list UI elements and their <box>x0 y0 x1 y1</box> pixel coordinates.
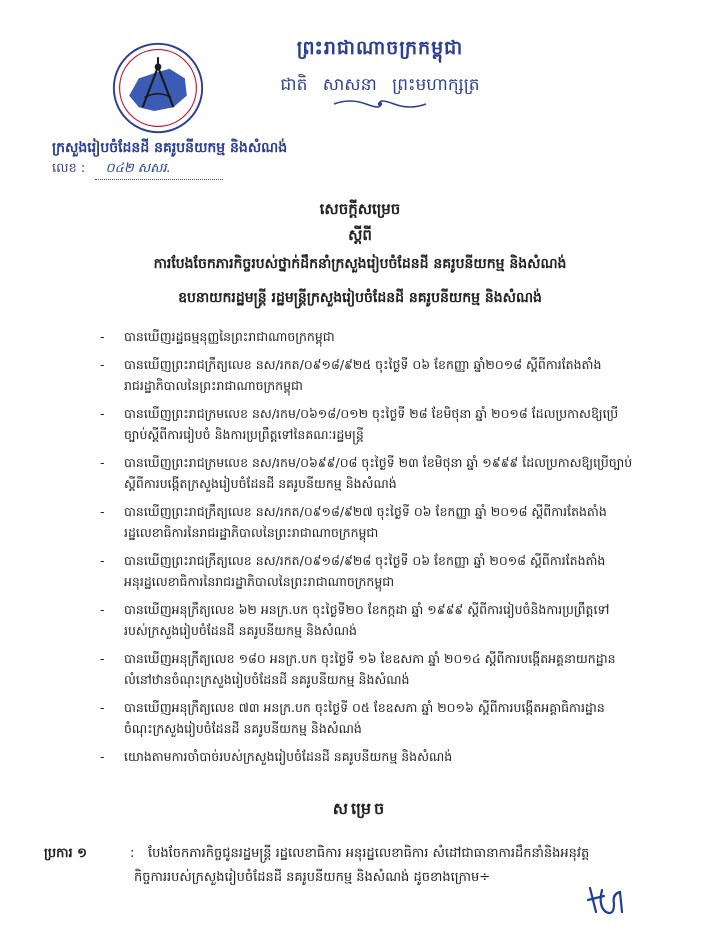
list-item: - យោងតាមការចាំបាច់របស់ក្រសួងរៀបចំដែនដី នគរូបនីយកម្ម និងសំណង់ <box>100 749 453 764</box>
list-item: - បានឃើញរដ្ឋធម្មនុញ្ញនៃព្រះរាជាណាចក្រកម្ពុជា <box>100 329 335 344</box>
list-item: - បានឃើញព្រះរាជក្រឹត្យលេខ នស/រកត/០៩១៨/៩២៥ ចុះថ្ងៃទី ០៦ ខែកញ្ញា ឆ្នាំ២០១៨ ស្តីពីការតែងតាំង រាជរដ្ឋាភិបាលនៃព្រះរាជាណាចក្រកម្ពុជា <box>100 357 602 393</box>
kingdom-title: ព្រះរាជាណាចក្រកម្ពុជា <box>296 37 464 59</box>
subject-title: ការបែងចែកភារកិច្ចរបស់ថ្នាក់ដឹកនាំក្រសួងរៀបចំដែនដី នគរូបនីយកម្ម និងសំណង់ <box>153 256 567 272</box>
article-colon: : <box>130 846 135 861</box>
ministry-logo-icon <box>110 40 206 136</box>
kingdom-header <box>230 36 530 99</box>
decision-title: សេចក្តីសម្រេច <box>319 200 401 218</box>
reference-value: ០៤២ សសរ. <box>95 160 223 180</box>
preamble-clauses <box>96 326 696 774</box>
national-motto: ជាតិ សាសនា ព្រះមហាក្សត្រ <box>280 75 480 95</box>
list-item: - បានឃើញអនុក្រឹត្យលេខ ៦២ អនក្រ.បក ចុះថ្ងៃទី២០ ខែកក្កដា ឆ្នាំ ១៩៩៩ ស្តីពីការរៀបចំនិងការប្រព្រឹត្តទៅ របស់ក្រសួងរៀបចំដែនដី នគរូបនីយកម្ម និងសំណង់ <box>100 602 610 638</box>
signature-initials-icon <box>584 882 630 922</box>
authority-title: ឧបនាយករដ្ឋមន្ត្រី រដ្ឋមន្ត្រីក្រសួងរៀបចំដែនដី នគរូបនីយកម្ម និងសំណង់ <box>178 290 542 306</box>
about-title: ស្តីពី <box>348 226 372 244</box>
ornament-divider-icon <box>330 98 430 110</box>
article-label: ប្រការ ១ <box>44 846 87 861</box>
list-item: - បានឃើញអនុក្រឹត្យលេខ ៧៣ អនក្រ.បក ចុះថ្ងៃទី ០៥ ខែឧសភា ឆ្នាំ ២០១៦ ស្តីពីការបង្កើតអគ្គាធិការដ្ឋាន ចំណុះក្រសួងរៀបចំដែនដី នគរូបនីយកម្ម និងសំណង់ <box>100 700 605 736</box>
list-item: - បានឃើញអនុក្រឹត្យលេខ ១៨០ អនក្រ.បក ចុះថ្ងៃទី ១៦ ខែឧសភា ឆ្នាំ ២០១៤ ស្តីពីការបង្កើតអគ្គនាយកដ្ឋាន លំនៅឋានចំណុះក្រសួងរៀបចំដែនដី នគរូបនីយកម្ម និងសំណង់ <box>100 651 616 687</box>
list-item: - បានឃើញព្រះរាជក្រមលេខ នស/រកម/០៦១៨/០១២ ចុះថ្ងៃទី ២៨ ខែមិថុនា ឆ្នាំ ២០១៨ ដែលប្រកាសឱ្យប្រើ ច្បាប់ស្តីពីការរៀបចំ និងការប្រព្រឹត្តទៅនៃគណៈរដ្ឋមន្ត្រី <box>100 406 619 442</box>
reference-number <box>52 160 223 180</box>
article-line-2: កិច្ចការរបស់ក្រសួងរៀបចំដែនដី នគរូបនីយកម្ម និងសំណង់ ដូចខាងក្រោម÷ <box>134 870 491 885</box>
decision-heading: សម្រេច <box>332 799 388 818</box>
list-item: - បានឃើញព្រះរាជក្រឹត្យលេខ នស/រកត/០៩១៨/៩២៨ ចុះថ្ងៃទី ០៦ ខែកញ្ញា ឆ្នាំ ២០១៨ ស្តីពីការតែងតាំង អនុរដ្ឋលេខាធិការនៃរាជរដ្ឋាភិបាលនៃព្រះរាជាណាចក្រកម្ពុជា <box>100 553 606 589</box>
list-item: - បានឃើញព្រះរាជក្រឹត្យលេខ នស/រកត/០៩១៨/៩២៧ ចុះថ្ងៃទី ០៦ ខែកញ្ញា ឆ្នាំ ២០១៨ ស្តីពីការតែងតាំង រដ្ឋលេខាធិការនៃរាជរដ្ឋាភិបាលនៃព្រះរាជាណាចក្រកម្ពុជា <box>100 504 607 540</box>
list-item: - បានឃើញព្រះរាជក្រមលេខ នស/រកម/០៦៩៩/០៨ ចុះថ្ងៃទី ២៣ ខែមិថុនា ឆ្នាំ ១៩៩៩ ដែលប្រកាសឱ្យប្រើច្បាប់ ស្តីពីការបង្កើតក្រសួងរៀបចំដែនដី នគរូបនីយកម្ម និងសំណង់ <box>100 455 633 491</box>
ministry-name: ក្រសួងរៀបចំដែនដី នគរូបនីយកម្ម និងសំណង់ <box>52 140 288 156</box>
reference-label: លេខ : <box>52 161 86 176</box>
article-line-1: បែងចែកភារកិច្ចជូនរដ្ឋមន្ត្រី រដ្ឋលេខាធិការ អនុរដ្ឋលេខាធិការ សំដៅជាធានាការដឹកនាំនិងអនុវត្ត <box>148 846 590 861</box>
